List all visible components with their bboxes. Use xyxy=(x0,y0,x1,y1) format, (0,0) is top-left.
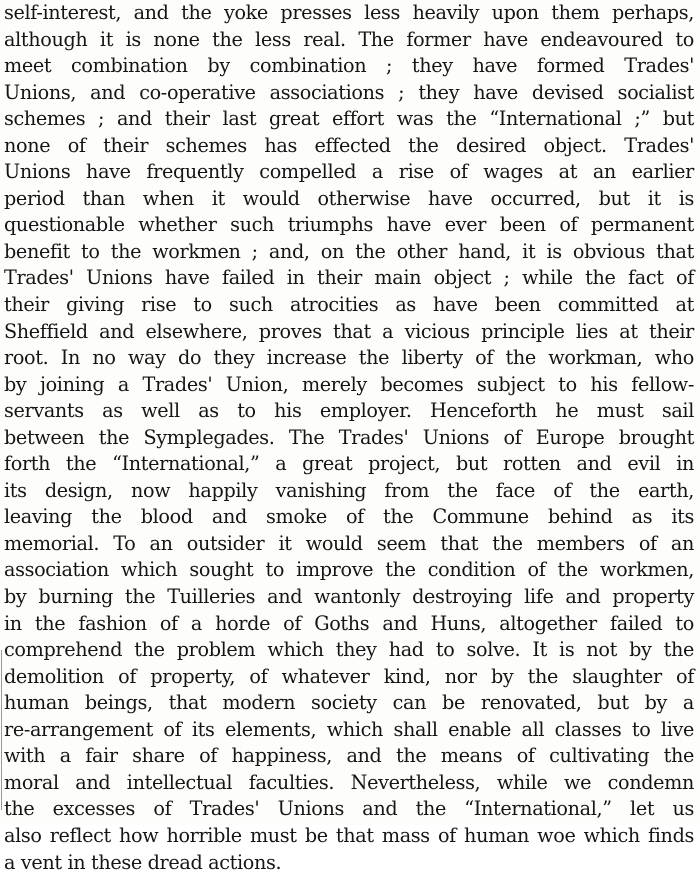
text-line: between the Symplegades. The Trades' Unions of Europe brought xyxy=(4,425,694,452)
text-line: demolition of property, of whatever kind, nor by the slaughter of xyxy=(4,664,694,691)
text-line: human beings, that modern society can be renovated, but by a xyxy=(4,690,694,717)
text-line: questionable whether such triumphs have ever been of permanent xyxy=(4,212,694,239)
text-line: moral and intellectual faculties. Nevertheless, while we condemn xyxy=(4,770,694,797)
text-line: by joining a Trades' Union, merely becomes subject to his fellow- xyxy=(4,372,694,399)
text-line: Trades' Unions have failed in their main object ; while the fact of xyxy=(4,265,694,292)
text-line: also reflect how horrible must be that mass of human woe which finds xyxy=(4,823,694,850)
margin-rule xyxy=(1,650,2,810)
text-line: re-arrangement of its elements, which shall enable all classes to live xyxy=(4,717,694,744)
text-line: none of their schemes has effected the desired object. Trades' xyxy=(4,133,694,160)
text-line: Unions have frequently compelled a rise of wages at an earlier xyxy=(4,159,694,186)
text-line: by burning the Tuilleries and wantonly destroying life and property xyxy=(4,584,694,611)
text-line: period than when it would otherwise have occurred, but it is xyxy=(4,186,694,213)
text-column xyxy=(4,0,694,876)
text-line: root. In no way do they increase the liberty of the workman, who xyxy=(4,345,694,372)
text-line: forth the “International,” a great project, but rotten and evil in xyxy=(4,451,694,478)
text-line: leaving the blood and smoke of the Commune behind as its xyxy=(4,504,694,531)
text-line: the excesses of Trades' Unions and the “International,” let us xyxy=(4,796,694,823)
text-line: their giving rise to such atrocities as have been committed at xyxy=(4,292,694,319)
text-line-last: a vent in these dread actions. xyxy=(4,850,694,876)
text-line: Unions, and co-operative associations ; they have devised socialist xyxy=(4,80,694,107)
text-line: its design, now happily vanishing from the face of the earth, xyxy=(4,478,694,505)
text-line: memorial. To an outsider it would seem that the members of an xyxy=(4,531,694,558)
text-line: Sheffield and elsewhere, proves that a vicious principle lies at their xyxy=(4,319,694,346)
text-line: in the fashion of a horde of Goths and Huns, altogether failed to xyxy=(4,611,694,638)
text-line: with a fair share of happiness, and the means of cultivating the xyxy=(4,743,694,770)
text-line: although it is none the less real. The former have endeavoured to xyxy=(4,27,694,54)
text-line: servants as well as to his employer. Henceforth he must sail xyxy=(4,398,694,425)
text-line: meet combination by combination ; they have formed Trades' xyxy=(4,53,694,80)
text-line: schemes ; and their last great effort was the “International ;” but xyxy=(4,106,694,133)
text-line: self-interest, and the yoke presses less heavily upon them perhaps, xyxy=(4,0,694,27)
text-line: association which sought to improve the condition of the workmen, xyxy=(4,557,694,584)
text-line: benefit to the workmen ; and, on the other hand, it is obvious that xyxy=(4,239,694,266)
text-line: comprehend the problem which they had to solve. It is not by the xyxy=(4,637,694,664)
